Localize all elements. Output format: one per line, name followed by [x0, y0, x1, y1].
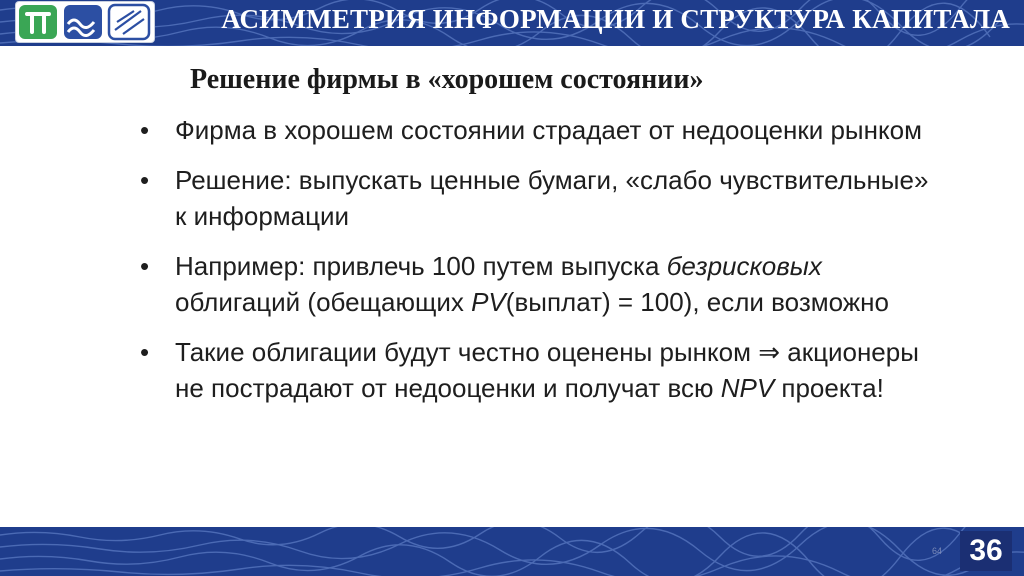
bullet-text: Такие облигации будут честно оценены рынком ⇒ акционеры не пострадают от недооценки и получат всю — [175, 337, 919, 403]
university-logo — [16, 2, 154, 42]
footer-band — [0, 527, 1024, 576]
header-title: АСИММЕТРИЯ ИНФОРМАЦИИ И СТРУКТУРА КАПИТАЛА — [221, 4, 1010, 34]
page-number: 36 — [960, 531, 1012, 571]
header-band — [0, 0, 1024, 46]
bullet-text: Фирма в хорошем состоянии страдает от недооценки рынком — [175, 115, 922, 145]
bullet-item — [140, 334, 940, 406]
bullet-text: NPV — [720, 373, 775, 403]
bullet-text: проекта! — [774, 373, 884, 403]
bullet-dot-icon: • — [140, 115, 150, 145]
bullet-dot-icon: • — [140, 337, 150, 367]
bullet-dot-icon: • — [140, 165, 150, 195]
bullet-text: облигаций (обещающих — [175, 287, 472, 317]
bullet-text: Например: привлечь 100 путем выпуска — [175, 251, 667, 281]
slide-title: Решение фирмы в «хорошем состоянии» — [190, 64, 704, 95]
bullet-item — [140, 112, 940, 148]
bullet-list — [140, 112, 940, 420]
university-logo-icon — [16, 2, 154, 42]
slide-number-small: 64 — [932, 546, 943, 556]
bullet-text: безрисковых — [666, 251, 822, 281]
bullet-text: (выплат) = 100), если возможно — [505, 287, 890, 317]
bullet-item — [140, 248, 940, 320]
bullet-text: Решение: выпускать ценные бумаги, «слабо чувствительные» к информации — [175, 165, 929, 231]
wave-pattern-bottom — [0, 527, 1024, 576]
bullet-dot-icon: • — [140, 251, 150, 281]
bullet-item — [140, 162, 940, 234]
bullet-text: PV — [471, 287, 506, 317]
